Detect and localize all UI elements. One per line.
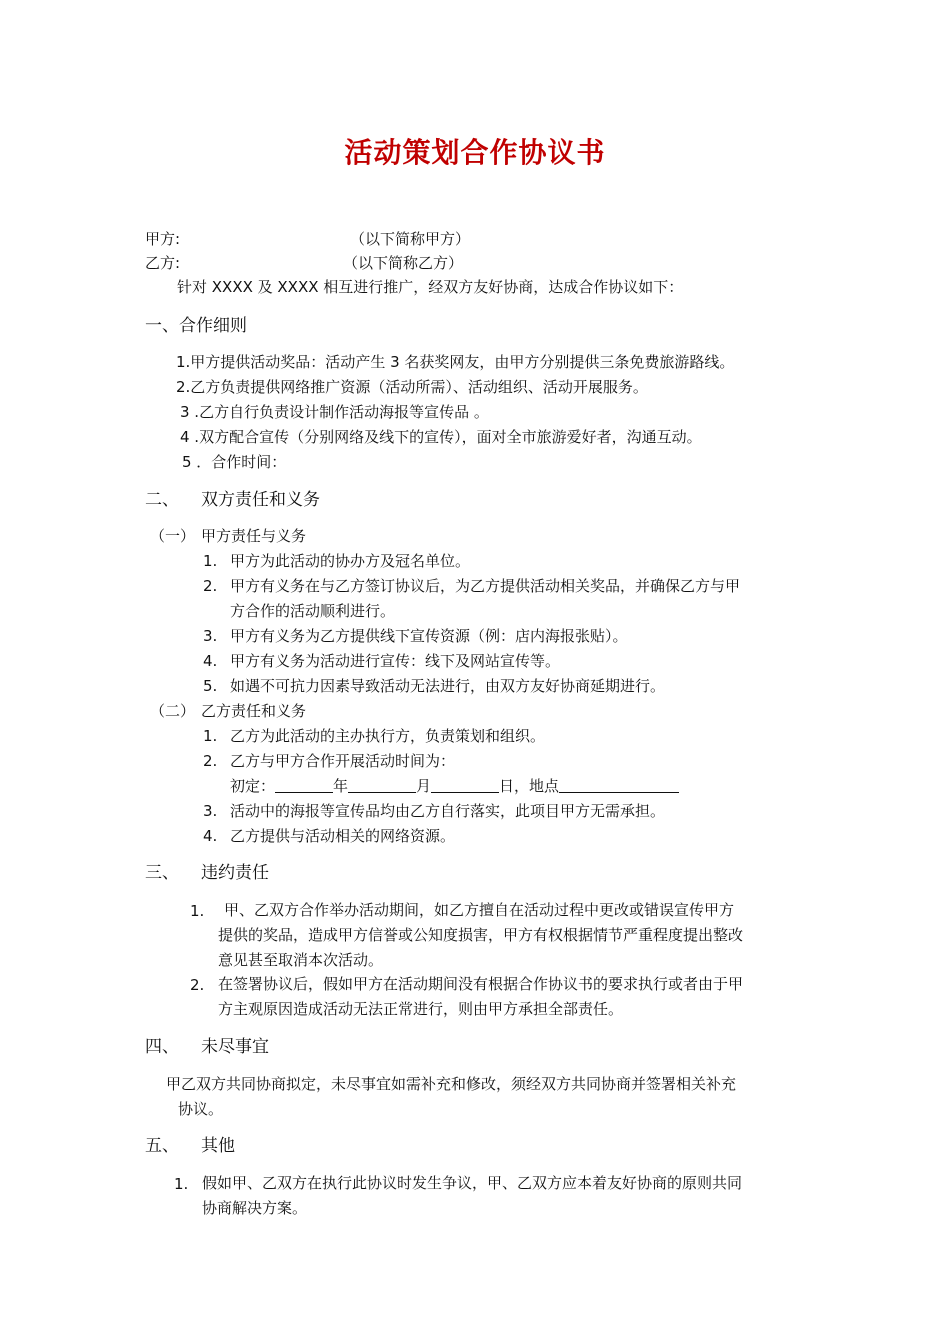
sub-1-heading: 甲方责任与义务	[201, 527, 307, 545]
s2a-item-number: 1.	[203, 552, 218, 570]
s2b-item-number: 3.	[203, 802, 218, 820]
s3-item-text: 提供的奖品，造成甲方信誉或公知度损害，甲方有权根据情节严重程度提出整改	[218, 926, 744, 944]
s2a-item-text: 甲方有义务在与乙方签订协议后，为乙方提供活动相关奖品，并确保乙方与甲	[230, 577, 741, 595]
sub-2-heading: 乙方责任和义务	[201, 702, 307, 720]
section-3-heading: 违约责任	[201, 863, 269, 883]
date-fill-line	[230, 775, 679, 797]
s2a-item-number: 2.	[203, 577, 218, 595]
section-2-number: 二、	[145, 490, 179, 510]
s1-item: 3 .乙方自行负责设计制作活动海报等宣传品 。	[180, 403, 489, 421]
s2b-item-number: 4.	[203, 827, 218, 845]
month-blank	[348, 776, 416, 793]
section-4-number: 四、	[145, 1037, 179, 1057]
s1-item: 4 .双方配合宣传（分别网络及线下的宣传），面对全市旅游爱好者，沟通互动。	[180, 428, 702, 446]
s2b-item-number: 2.	[203, 752, 218, 770]
s2a-item-number: 3.	[203, 627, 218, 645]
party-a-label: 甲方:	[145, 230, 181, 248]
s3-item-number: 1.	[190, 902, 205, 920]
s3-item-text: 在签署协议后，假如甲方在活动期间没有根据合作协议书的要求执行或者由于甲	[218, 975, 744, 993]
location-blank	[559, 776, 679, 793]
party-b-note: （以下简称乙方）	[343, 254, 464, 272]
intro-text: 针对 XXXX 及 XXXX 相互进行推广，经双方友好协商，达成合作协议如下：	[177, 278, 684, 296]
date-prefix: 初定：	[230, 777, 276, 795]
s5-item-text: 假如甲、乙双方在执行此协议时发生争议，甲、乙双方应本着友好协商的原则共同	[202, 1174, 743, 1192]
s3-item-text: 甲、乙双方合作举办活动期间，如乙方擅自在活动过程中更改或错误宣传甲方	[224, 901, 735, 919]
s2a-item-number: 5.	[203, 677, 218, 695]
s4-text: 甲乙双方共同协商拟定，未尽事宜如需补充和修改，须经双方共同协商并签署相关补充	[166, 1075, 737, 1093]
s2b-item-text: 活动中的海报等宣传品均由乙方自行落实，此项目甲方无需承担。	[230, 802, 666, 820]
s2a-item-number: 4.	[203, 652, 218, 670]
s3-item-text: 方主观原因造成活动无法正常进行，则由甲方承担全部责任。	[218, 1000, 624, 1018]
section-1-heading: 一、合作细则	[145, 316, 247, 336]
section-4-heading: 未尽事宜	[201, 1037, 269, 1057]
day-location-label: 日，地点	[499, 777, 560, 795]
month-label: 月	[416, 777, 432, 795]
s2a-item-text: 甲方有义务为活动进行宣传：线下及网站宣传等。	[230, 652, 561, 670]
party-a-note: （以下简称甲方）	[350, 230, 471, 248]
s4-text: 协议。	[178, 1100, 224, 1118]
s2b-item-text: 乙方与甲方合作开展活动时间为：	[230, 752, 456, 770]
s2b-item-text: 乙方为此活动的主办执行方，负责策划和组织。	[230, 727, 546, 745]
section-3-number: 三、	[145, 863, 179, 883]
s2b-item-text: 乙方提供与活动相关的网络资源。	[230, 827, 456, 845]
day-blank	[431, 776, 499, 793]
section-5-heading: 其他	[201, 1136, 235, 1156]
section-2-heading: 双方责任和义务	[201, 490, 320, 510]
document-title: 活动策划合作协议书	[344, 136, 606, 169]
sub-1-label: （一）	[150, 527, 196, 545]
section-5-number: 五、	[145, 1136, 179, 1156]
sub-2-label: （二）	[150, 702, 196, 720]
s5-item-text: 协商解决方案。	[202, 1199, 308, 1217]
s5-item-number: 1.	[174, 1175, 189, 1193]
s2a-item-text: 甲方有义务为乙方提供线下宣传资源（例：店内海报张贴）。	[230, 627, 628, 645]
party-b-label: 乙方:	[145, 254, 181, 272]
s2a-item-text: 甲方为此活动的协办方及冠名单位。	[230, 552, 471, 570]
s1-item: 1.甲方提供活动奖品：活动产生 3 名获奖网友，由甲方分别提供三条免费旅游路线。	[176, 353, 735, 371]
year-label: 年	[333, 777, 349, 795]
year-blank	[275, 776, 333, 793]
s1-item: 2.乙方负责提供网络推广资源（活动所需）、活动组织、活动开展服务。	[176, 378, 648, 396]
s2b-item-number: 1.	[203, 727, 218, 745]
s3-item-number: 2.	[190, 976, 205, 994]
s1-item: 5 ．合作时间：	[182, 453, 287, 471]
s2a-item-text: 方合作的活动顺利进行。	[230, 602, 396, 620]
s3-item-text: 意见甚至取消本次活动。	[218, 951, 384, 969]
s2a-item-text: 如遇不可抗力因素导致活动无法进行，由双方友好协商延期进行。	[230, 677, 666, 695]
